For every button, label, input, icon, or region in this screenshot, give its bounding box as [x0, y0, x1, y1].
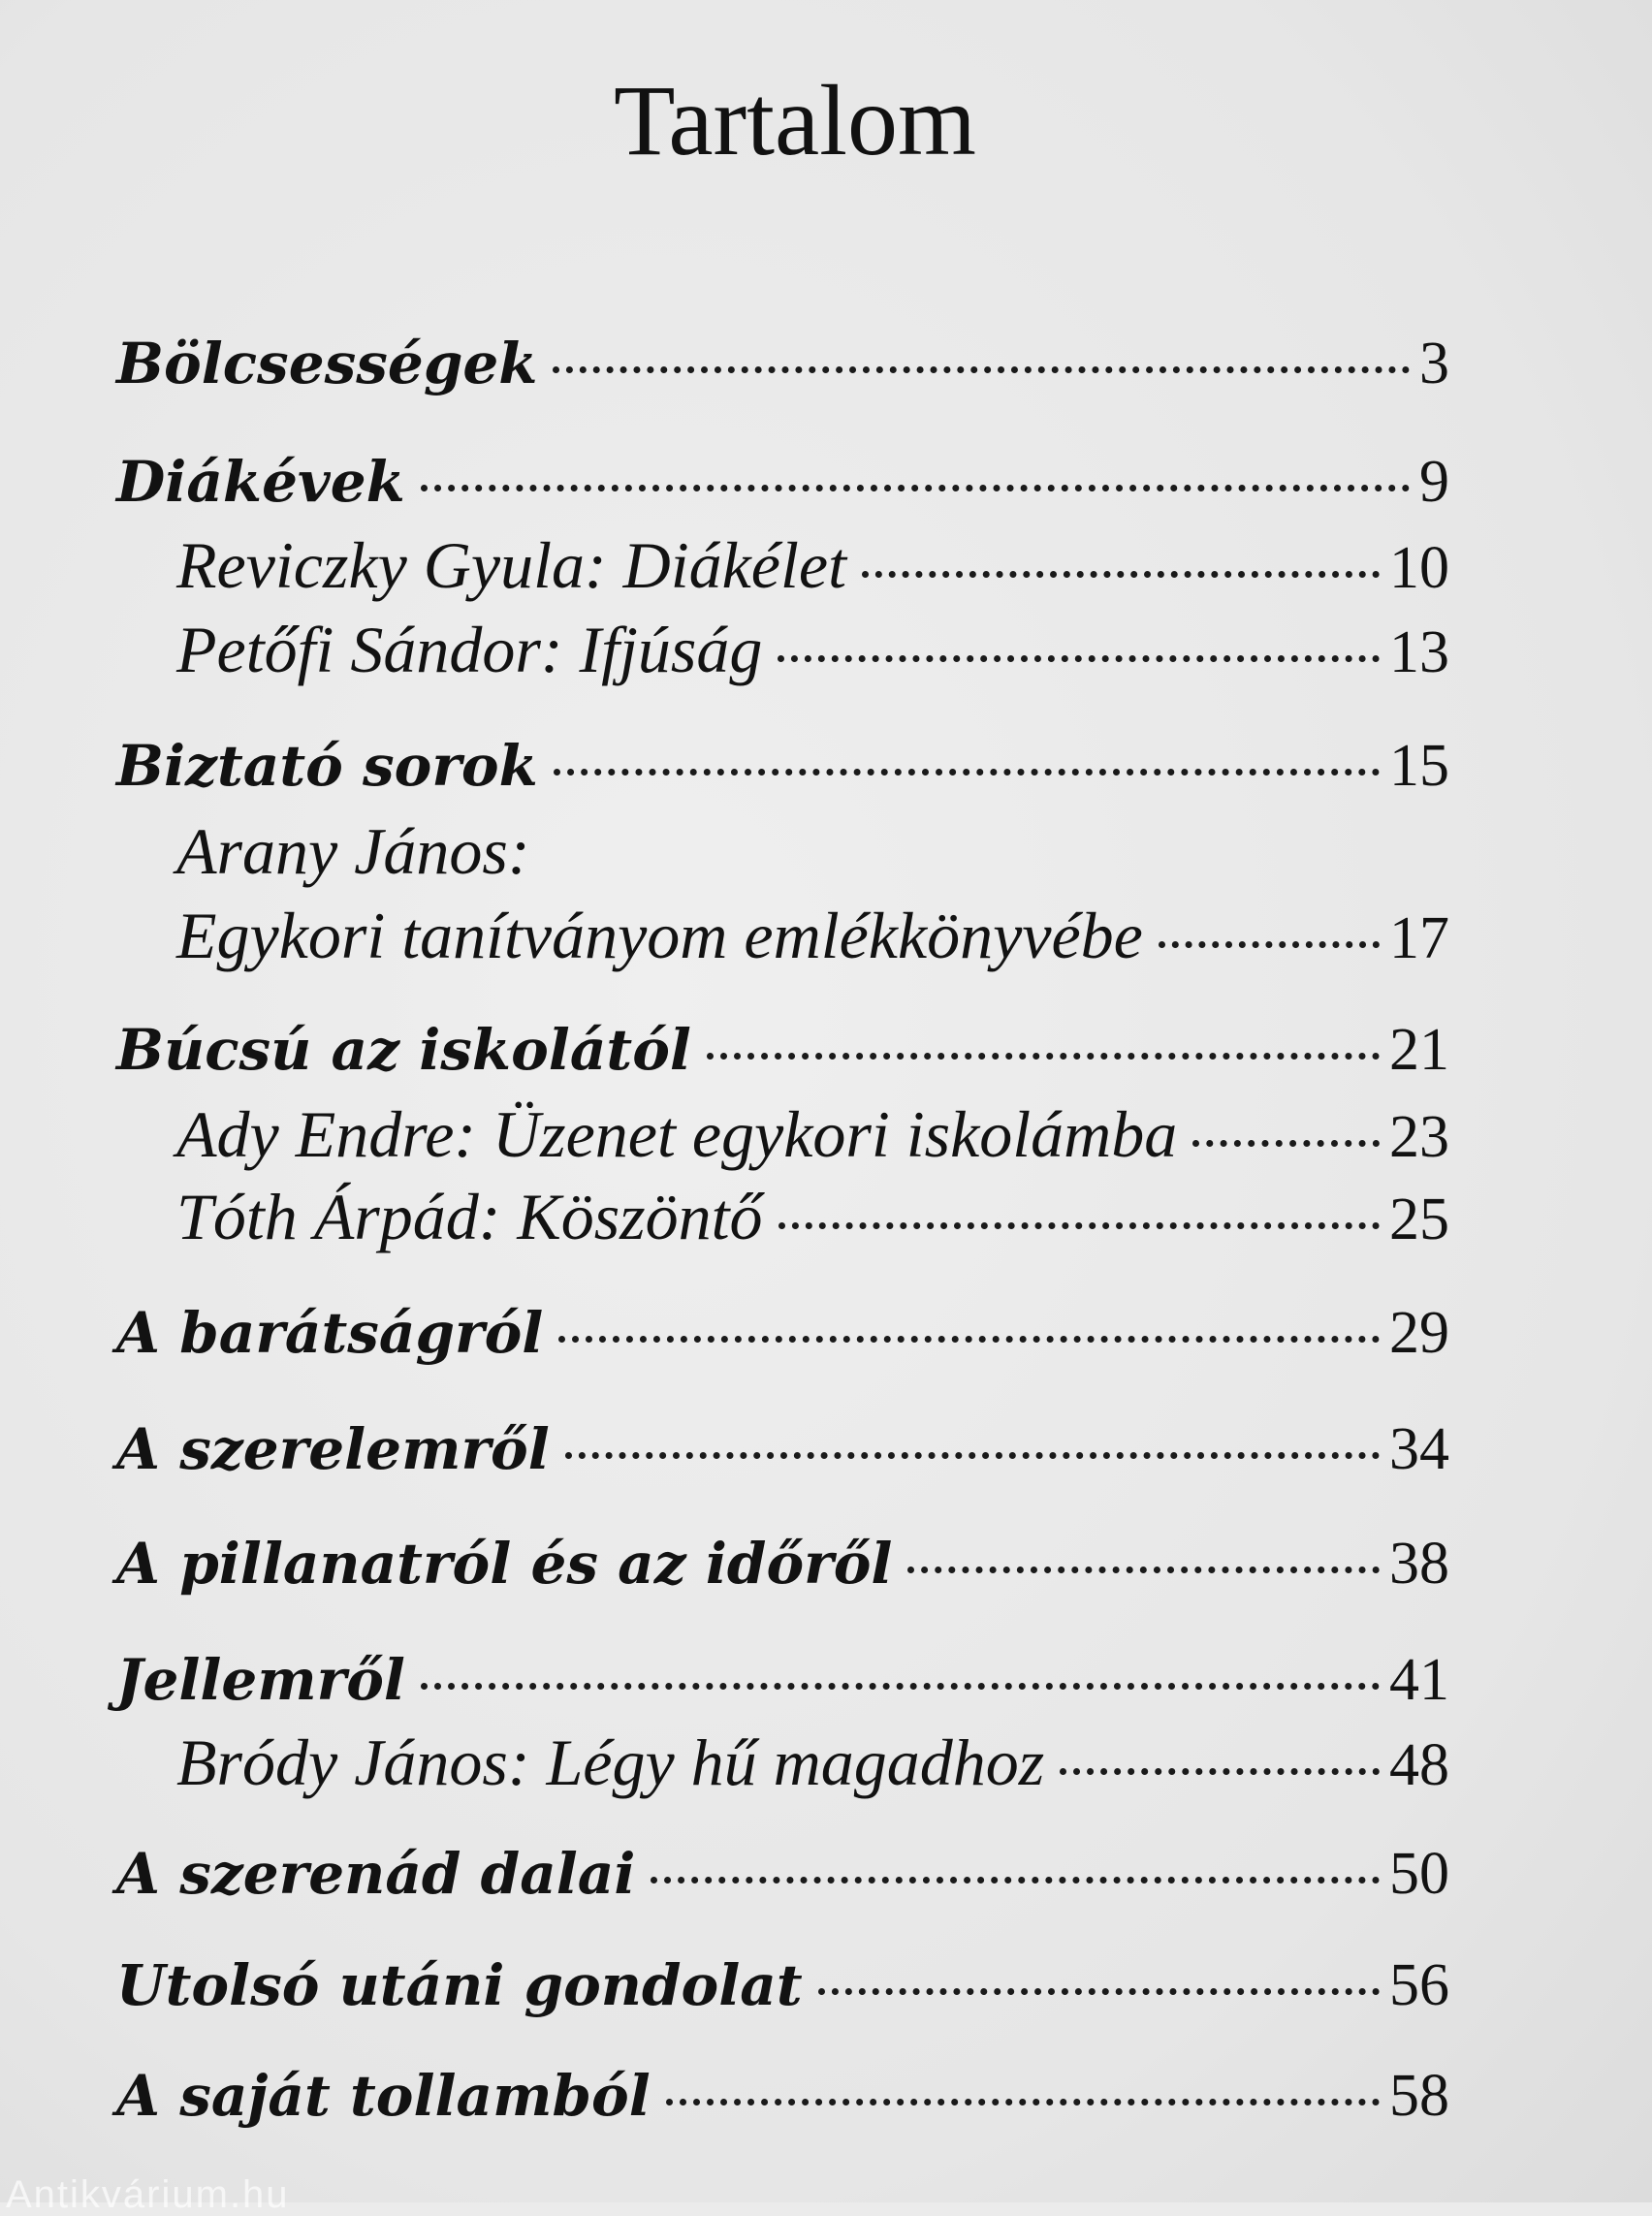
- toc-entry-page: 17: [1389, 905, 1449, 971]
- dot-leader: [553, 366, 1410, 373]
- toc-entry-page: 23: [1389, 1104, 1449, 1170]
- toc-entry-page: 9: [1419, 449, 1449, 515]
- toc-entry-label: Petőfi Sándor: Ifjúság: [176, 613, 763, 686]
- toc-entry-brody: [176, 1724, 1449, 1801]
- toc-entry-bolcsessegek: [116, 325, 1449, 402]
- toc-entry-reviczky: [176, 526, 1449, 604]
- toc-entry-label: A szerelemről: [116, 1416, 550, 1482]
- dot-leader: [421, 1683, 1380, 1690]
- toc-entry-arany-author: [176, 812, 1449, 890]
- dot-leader: [554, 769, 1380, 776]
- toc-entry-label: Biztató sorok: [116, 733, 538, 799]
- dot-leader: [862, 571, 1380, 578]
- toc-entry-label: Bölcsességek: [116, 331, 538, 396]
- toc-entry-label: Egykori tanítványom emlékkönyvébe: [176, 899, 1143, 972]
- toc-entry-label: A szerenád dalai: [116, 1841, 636, 1907]
- watermark: Antikvárium.hu: [6, 2173, 290, 2216]
- toc-entry-label: Ady Endre: Üzenet egykori iskolámba: [176, 1097, 1178, 1171]
- toc-entry-page: 56: [1389, 1952, 1449, 2018]
- toc-entry-baratsag: [116, 1294, 1449, 1372]
- toc-entry-bucsu: [116, 1011, 1449, 1089]
- toc-entry-label: Búcsú az iskolától: [116, 1017, 691, 1083]
- toc-entry-label: A pillanatról és az időről: [116, 1531, 893, 1597]
- dot-leader: [818, 1988, 1380, 1995]
- dot-leader: [565, 1452, 1380, 1459]
- toc-entry-label: Jellemről: [116, 1647, 405, 1713]
- dot-leader: [421, 485, 1410, 491]
- toc-entry-diakevek: [116, 443, 1449, 521]
- toc-entry-biztato-sorok: [116, 727, 1449, 805]
- toc-entry-pillanat: [116, 1525, 1449, 1602]
- dot-leader: [1192, 1140, 1380, 1147]
- toc-entry-toth: [176, 1178, 1449, 1255]
- toc-entry-label: A barátságról: [116, 1300, 544, 1366]
- dot-leader: [778, 655, 1380, 662]
- toc-entry-arany-poem: [176, 897, 1449, 974]
- dot-leader: [1060, 1768, 1380, 1775]
- dot-leader: [651, 1877, 1380, 1884]
- toc-entry-szerelem: [116, 1410, 1449, 1488]
- toc-entry-page: 48: [1389, 1732, 1449, 1798]
- toc-entry-page: 13: [1389, 619, 1449, 685]
- toc-entry-page: 38: [1389, 1531, 1449, 1597]
- toc-entry-page: 34: [1389, 1416, 1449, 1482]
- toc-entry-page: 58: [1389, 2063, 1449, 2129]
- dot-leader: [1159, 941, 1380, 948]
- dot-leader: [778, 1222, 1380, 1229]
- toc-entry-page: 41: [1389, 1647, 1449, 1713]
- toc-entry-label: Reviczky Gyula: Diákélet: [176, 528, 846, 602]
- dot-leader: [558, 1336, 1380, 1343]
- toc-entry-label: Arany János:: [176, 814, 530, 888]
- toc-entry-sajat-tollambol: [116, 2057, 1449, 2135]
- toc-entry-jellem: [116, 1641, 1449, 1719]
- toc-entry-label: Tóth Árpád: Köszöntő: [176, 1180, 763, 1253]
- toc-entry-ady: [176, 1095, 1449, 1173]
- toc-entry-page: 25: [1389, 1187, 1449, 1252]
- toc-entry-utolso: [116, 1947, 1449, 2024]
- toc-entry-page: 21: [1389, 1017, 1449, 1083]
- dot-leader: [707, 1053, 1380, 1060]
- toc-entry-label: Diákévek: [116, 449, 405, 515]
- page-title: Tartalom: [614, 65, 976, 176]
- toc-entry-label: Bródy János: Légy hű magadhoz: [176, 1725, 1045, 1799]
- toc-entry-page: 15: [1389, 733, 1449, 799]
- dot-leader: [907, 1567, 1380, 1573]
- toc-entry-label: A saját tollamból: [116, 2063, 651, 2129]
- toc-entry-label: Utolsó utáni gondolat: [116, 1952, 803, 2018]
- toc-entry-page: 29: [1389, 1300, 1449, 1366]
- toc-entry-page: 50: [1389, 1841, 1449, 1907]
- toc-entry-szerenad: [116, 1835, 1449, 1913]
- dot-leader: [666, 2099, 1380, 2105]
- toc-entry-page: 3: [1419, 331, 1449, 396]
- toc-entry-petofi: [176, 611, 1449, 688]
- toc-entry-page: 10: [1389, 535, 1449, 601]
